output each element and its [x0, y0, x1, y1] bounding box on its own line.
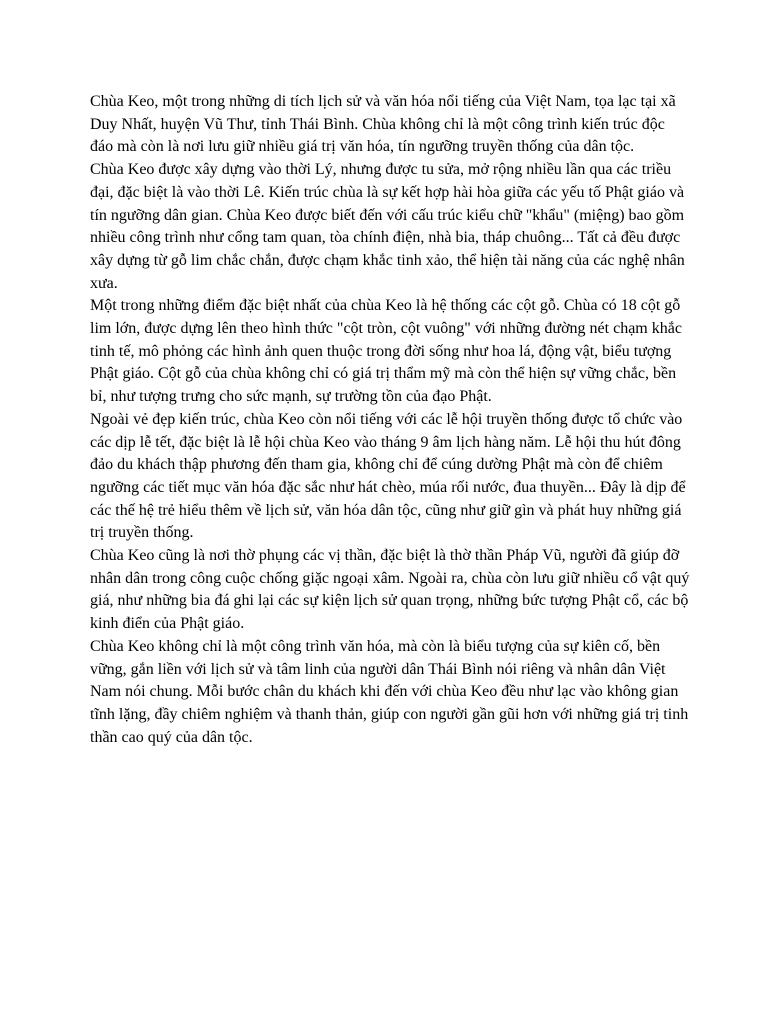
document-body	[90, 91, 690, 749]
paragraph-5: Chùa Keo cũng là nơi thờ phụng các vị thần, đặc biệt là thờ thần Pháp Vũ, người đã giúp đỡ nhân dân trong công cuộc chống giặc ngoại xâm. Ngoài ra, chùa còn lưu giữ nhiều cổ vật quý giá, như những bia đá ghi lại các sự kiện lịch sử quan trọng, những bức tượng Phật cổ, các bộ kinh điển của Phật giáo.	[90, 547, 690, 633]
paragraph-1: Chùa Keo, một trong những di tích lịch sử và văn hóa nổi tiếng của Việt Nam, tọa lạc tại xã Duy Nhất, huyện Vũ Thư, tỉnh Thái Bình. Chùa không chỉ là một công trình kiến trúc độc đáo mà còn là nơi lưu giữ nhiều giá trị văn hóa, tín ngưỡng truyền thống của dân tộc.	[90, 93, 676, 156]
paragraph-4: Ngoài vẻ đẹp kiến trúc, chùa Keo còn nổi tiếng với các lễ hội truyền thống được tổ chức vào các dịp lễ tết, đặc biệt là lễ hội chùa Keo vào tháng 9 âm lịch hàng năm. Lễ hội thu hút đông đảo du khách thập phương đến tham gia, không chỉ để cúng dường Phật mà còn để chiêm ngưỡng các tiết mục văn hóa đặc sắc như hát chèo, múa rối nước, đua thuyền... Đây là dịp để các thế hệ trẻ hiểu thêm về lịch sử, văn hóa dân tộc, cũng như giữ gìn và phát huy những giá trị truyền thống.	[90, 410, 686, 542]
paragraph-6: Chùa Keo không chỉ là một công trình văn hóa, mà còn là biểu tượng của sự kiên cố, bền vững, gắn liền với lịch sử và tâm linh của người dân Thái Bình nói riêng và nhân dân Việt Nam nói chung. Mỗi bước chân du khách khi đến với chùa Keo đều như lạc vào không gian tĩnh lặng, đầy chiêm nghiệm và thanh thản, giúp con người gần gũi hơn với những giá trị tinh thần cao quý của dân tộc.	[90, 637, 689, 746]
paragraph-3: Một trong những điểm đặc biệt nhất của chùa Keo là hệ thống các cột gỗ. Chùa có 18 cột gỗ lim lớn, được dựng lên theo hình thức "cột tròn, cột vuông" với những đường nét chạm khắc tinh tế, mô phỏng các hình ảnh quen thuộc trong đời sống như hoa lá, động vật, biểu tượng Phật giáo. Cột gỗ của chùa không chỉ có giá trị thẩm mỹ mà còn thể hiện sự vững chắc, bền bỉ, như tượng trưng cho sức mạnh, sự trường tồn của đạo Phật.	[90, 297, 682, 406]
paragraph-2: Chùa Keo được xây dựng vào thời Lý, nhưng được tu sửa, mở rộng nhiều lần qua các triều đại, đặc biệt là vào thời Lê. Kiến trúc chùa là sự kết hợp hài hòa giữa các yếu tố Phật giáo và tín ngưỡng dân gian. Chùa Keo được biết đến với cấu trúc kiểu chữ "khẩu" (miệng) bao gồm nhiều công trình như cổng tam quan, tòa chính điện, nhà bia, tháp chuông... Tất cả đều được xây dựng từ gỗ lim chắc chắn, được chạm khắc tinh xảo, thể hiện tài năng của các nghệ nhân xưa.	[90, 161, 685, 292]
